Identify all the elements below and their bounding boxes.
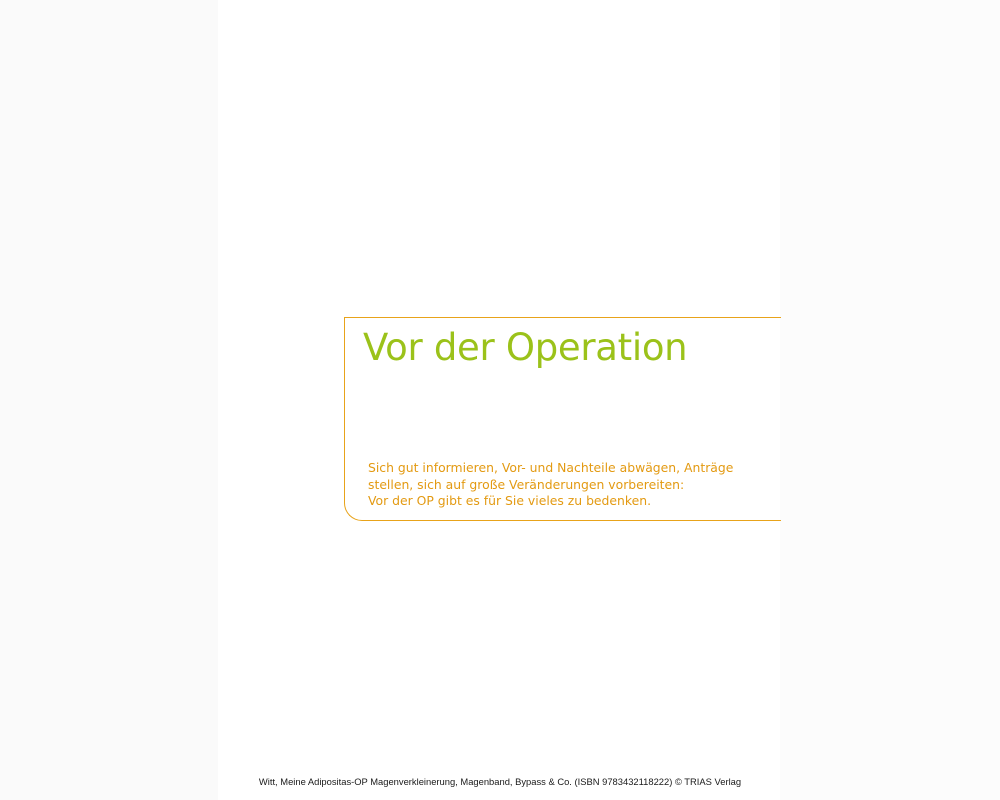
chapter-intro-line: Vor der OP gibt es für Sie vieles zu bedenken. (368, 493, 652, 508)
footer-citation: Witt, Meine Adipositas-OP Magenverkleinerung, Magenband, Bypass & Co. (ISBN 9783432118222) © TRIAS Verlag (258, 776, 742, 787)
chapter-intro (368, 460, 768, 510)
scan-margin-left (0, 0, 218, 800)
chapter-intro-line: Sich gut informieren, Vor- und Nachteile abwägen, Anträge (368, 460, 734, 475)
chapter-title: Vor der Operation (363, 326, 688, 369)
chapter-intro-line: stellen, sich auf große Veränderungen vorbereiten: (368, 476, 685, 492)
scan-margin-right (780, 0, 1000, 800)
